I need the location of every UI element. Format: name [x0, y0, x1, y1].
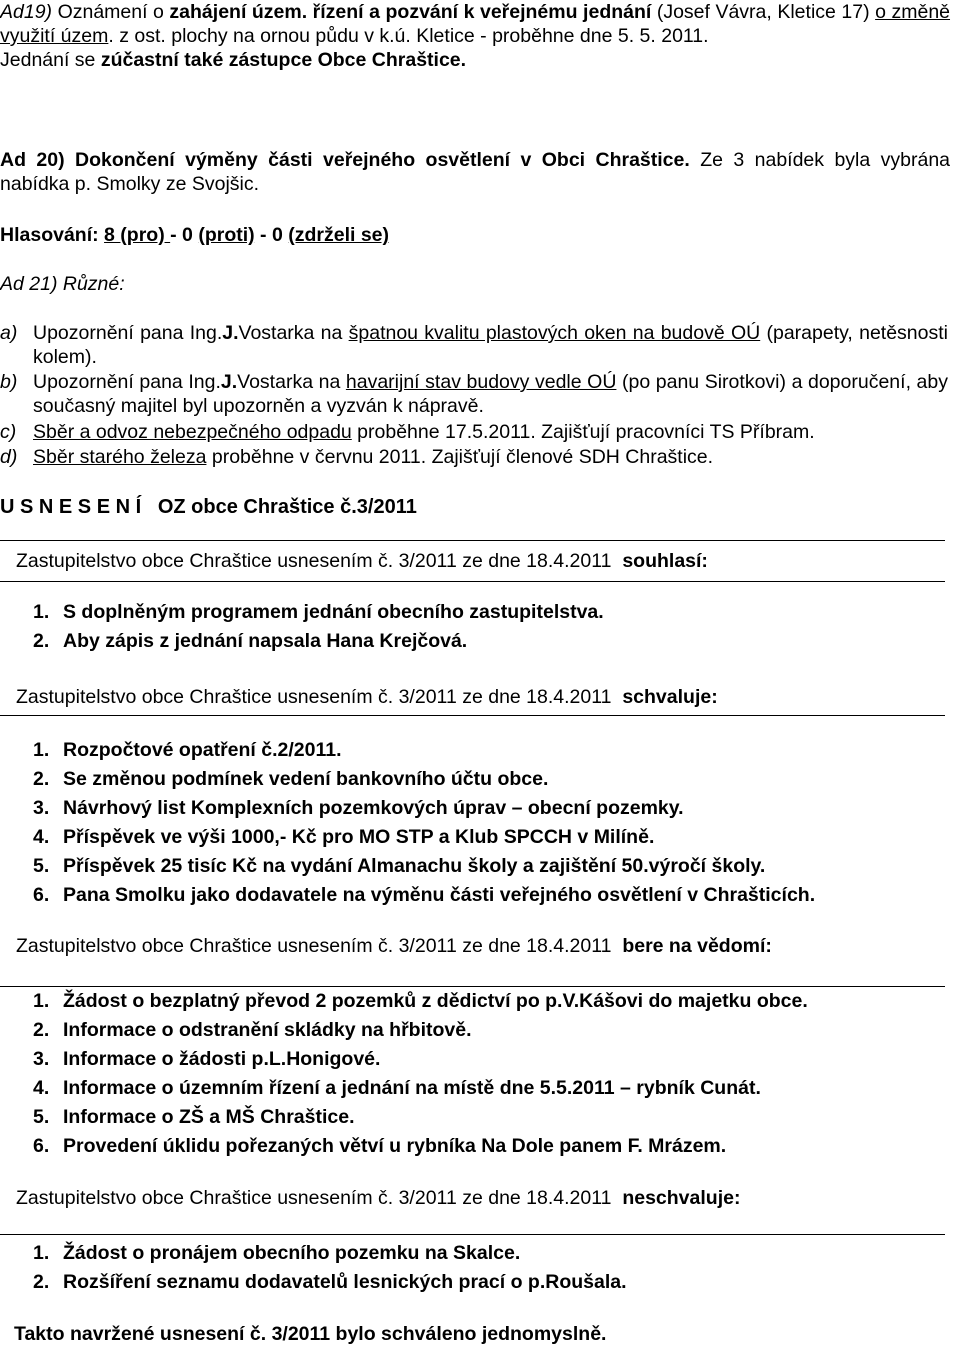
- item-label: a): [0, 322, 18, 344]
- section-schvaluje-header: [0, 676, 945, 716]
- list-item: 2. Se změnou podmínek vedení bankovního účtu obce.: [33, 768, 549, 790]
- section-neschvaluje-header: [0, 1172, 945, 1235]
- ad20-rest: Ze 3 nabídek byla vybrána nabídka p. Smolky ze Svojšic.: [0, 149, 951, 195]
- vote-sep1: - 0: [170, 224, 199, 246]
- ad19-prefix: Ad19): [0, 1, 58, 23]
- ad19-line2-a: Jednání se: [0, 49, 101, 71]
- item-label: d): [0, 446, 18, 468]
- usneseni-rest: OZ obce Chraštice č.3/2011: [157, 496, 417, 518]
- list-item: 1. Rozpočtové opatření č.2/2011.: [33, 739, 342, 761]
- vote-zdrzeli: (zdrželi se): [288, 224, 390, 246]
- item-post: (parapety, netěsnosti kolem).: [33, 322, 948, 368]
- item-pre: Upozornění pana Ing.: [33, 371, 221, 393]
- item-post: proběhne 17.5.2011. Zajišťují pracovníci TS Příbram.: [351, 421, 815, 443]
- ad21-item-d: [0, 445, 950, 469]
- list-item: 5. Informace o ZŠ a MŠ Chraštice.: [33, 1106, 355, 1128]
- vote-line: [0, 223, 389, 247]
- vote-pro: 8 (pro): [104, 224, 171, 246]
- item-label: c): [0, 421, 17, 443]
- ad21-item-c: [0, 420, 950, 444]
- section-head: Zastupitelstvo obce Chraštice usnesením č. 3/2011 ze dne 18.4.2011: [16, 935, 612, 957]
- ad19-paragraph: [0, 0, 950, 72]
- vote-label: Hlasování:: [0, 224, 105, 246]
- item-pre: Upozornění pana Ing.: [33, 322, 223, 344]
- ad21-item-b: [0, 370, 950, 418]
- item-bold: J.: [222, 322, 239, 344]
- section-head: Zastupitelstvo obce Chraštice usnesením č. 3/2011 ze dne 18.4.2011: [16, 1187, 612, 1209]
- list-item: 1. S doplněným programem jednání obecního zastupitelstva.: [33, 601, 604, 623]
- item-underline: Sběr a odvoz nebezpečného odpadu: [33, 421, 352, 443]
- section-souhlasi-header: [0, 540, 945, 582]
- list-item: 1. Žádost o bezplatný převod 2 pozemků z dědictví po p.V.Kášovi do majetku obce.: [33, 990, 808, 1012]
- ad20-paragraph: [0, 148, 950, 196]
- list-item: 6. Pana Smolku jako dodavatele na výměnu části veřejného osvětlení v Chrašticích.: [33, 884, 816, 906]
- ad19-bold: zahájení územ. řízení a pozvání k veřejnému jednání: [169, 1, 652, 23]
- item-label: b): [0, 371, 18, 393]
- ad21-heading: Ad 21) Různé:: [0, 273, 125, 295]
- ad19-line2-b: zúčastní také zástupce Obce Chraštice.: [100, 49, 467, 71]
- ad20-bold: Ad 20) Dokončení výměny části veřejného osvětlení v Obci Chraštice.: [0, 149, 690, 171]
- vote-proti: (proti): [198, 224, 255, 246]
- section-head: Zastupitelstvo obce Chraštice usnesením č. 3/2011 ze dne 18.4.2011: [16, 686, 612, 708]
- ad19-text1: Oznámení o: [57, 1, 170, 23]
- list-item: 4. Informace o územním řízení a jednání na místě dne 5.5.2011 – rybník Cunát.: [33, 1077, 761, 1099]
- ad19-underline: o změně využití územ: [0, 1, 951, 47]
- section-neschvaluje-list: [33, 1241, 627, 1299]
- usneseni-heading: [0, 495, 417, 519]
- item-mid: Vostarka na: [238, 322, 349, 344]
- section-verb: souhlasí:: [622, 550, 708, 572]
- list-item: 5. Příspěvek 25 tisíc Kč na vydání Almanachu školy a zajištění 50.výročí školy.: [33, 855, 766, 877]
- list-item: 1. Žádost o pronájem obecního pozemku na Skalce.: [33, 1242, 521, 1264]
- section-schvaluje-list: [33, 738, 815, 912]
- list-item: 2. Aby zápis z jednání napsala Hana Krejčová.: [33, 630, 468, 652]
- list-item: 4. Příspěvek ve výši 1000,- Kč pro MO STP a Klub SPCCH v Milíně.: [33, 826, 655, 848]
- item-post: (po panu Sirotkovi) a doporučení, aby současný majitel byl upozorněn a vyzván k nápravě.: [33, 371, 949, 417]
- item-underline: havarijní stav budovy vedle OÚ: [345, 371, 617, 393]
- vote-sep2: - 0: [254, 224, 289, 246]
- section-souhlasi-list: [33, 600, 604, 658]
- section-bere-header: [0, 922, 945, 987]
- section-head: Zastupitelstvo obce Chraštice usnesením č. 3/2011 ze dne 18.4.2011: [16, 550, 612, 572]
- list-item: 6. Provedení úklidu pořezaných větví u rybníka Na Dole panem F. Mrázem.: [33, 1135, 727, 1157]
- usneseni-spaced: U S N E S E N Í: [0, 496, 142, 518]
- list-item: 2. Informace o odstranění skládky na hřbitově.: [33, 1019, 472, 1041]
- list-item: 2. Rozšíření seznamu dodavatelů lesnických prací o p.Roušala.: [33, 1271, 627, 1293]
- item-post: proběhne v červnu 2011. Zajišťují členové SDH Chraštice.: [206, 446, 714, 468]
- section-verb: bere na vědomí:: [622, 935, 772, 957]
- item-underline: Sběr starého železa: [33, 446, 207, 468]
- item-bold: J.: [220, 371, 238, 393]
- ad19-text3: . z ost. plochy na ornou půdu v k.ú. Kletice - proběhne dne 5. 5. 2011.: [108, 25, 709, 47]
- list-item: 3. Informace o žádosti p.L.Honigové.: [33, 1048, 381, 1070]
- section-verb: neschvaluje:: [622, 1187, 741, 1209]
- closing-statement: Takto navržené usnesení č. 3/2011 bylo schváleno jednomyslně.: [14, 1323, 607, 1345]
- ad19-text2: (Josef Vávra, Kletice 17): [651, 1, 876, 23]
- list-item: 3. Návrhový list Komplexních pozemkových úprav – obecní pozemky.: [33, 797, 684, 819]
- ad21-item-a: [0, 321, 950, 369]
- section-verb: schvaluje:: [622, 686, 718, 708]
- item-underline: špatnou kvalitu plastových oken na budově OÚ: [348, 322, 761, 344]
- item-mid: Vostarka na: [237, 371, 346, 393]
- section-bere-list: [33, 989, 808, 1163]
